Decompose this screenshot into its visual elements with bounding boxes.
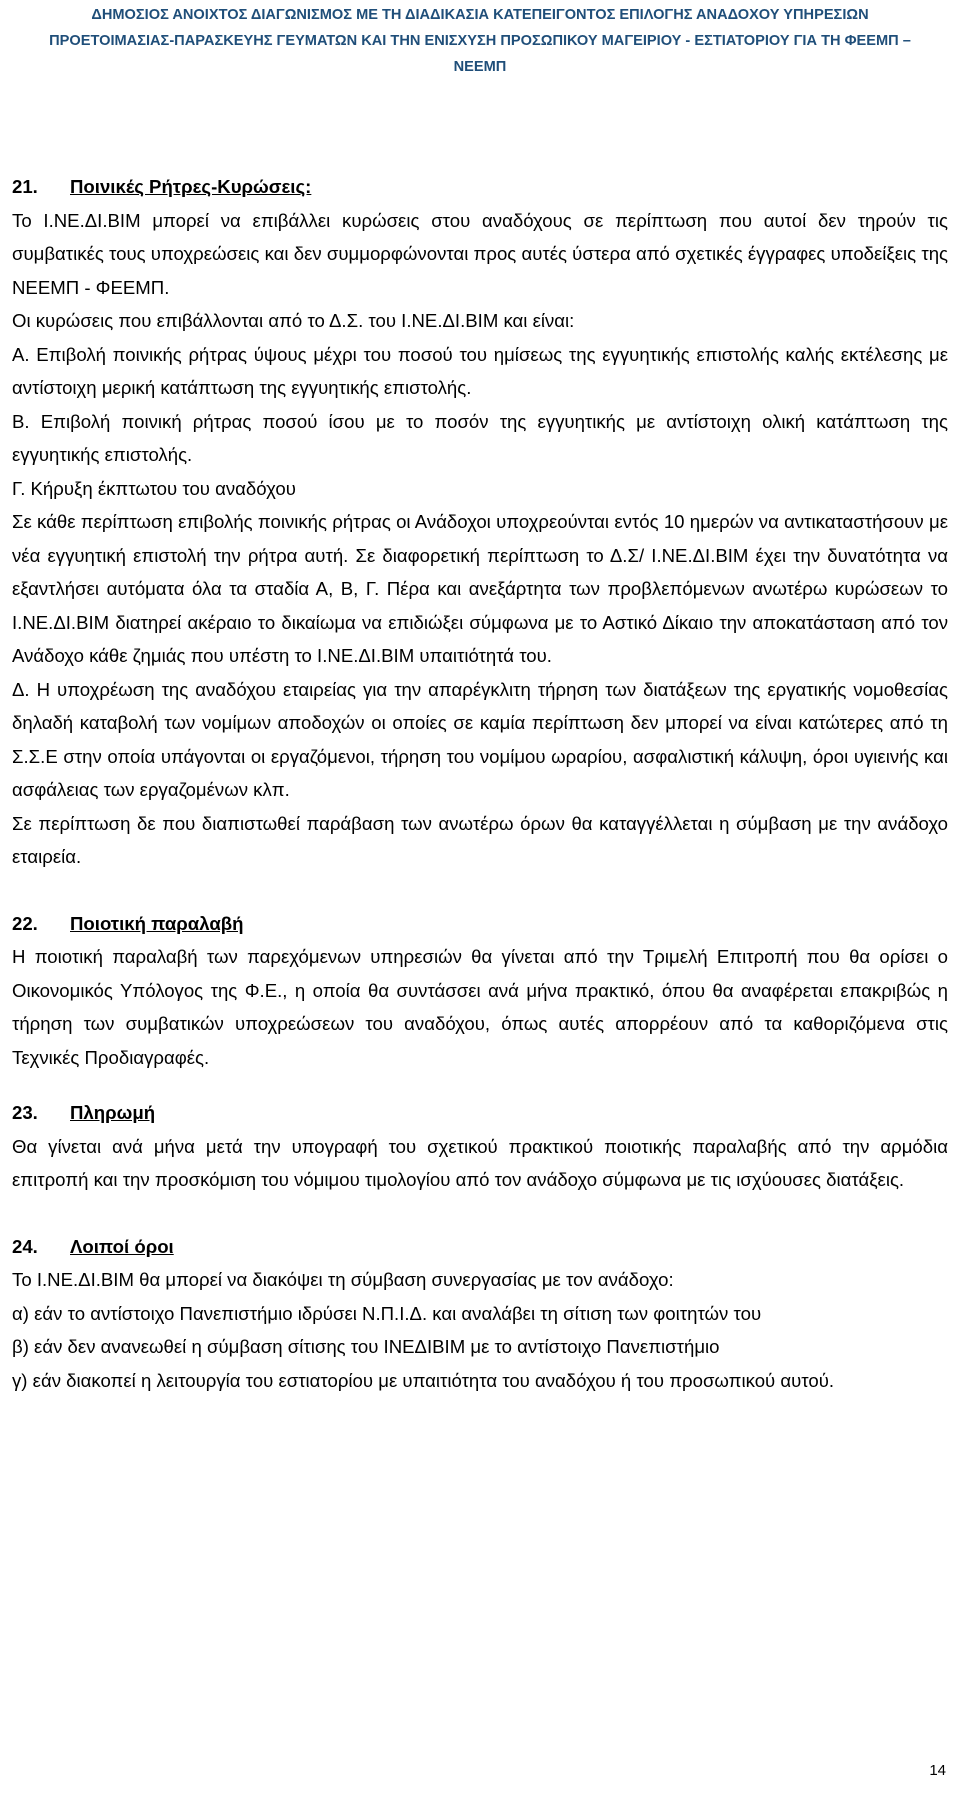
section-22-paragraph-1: Η ποιοτική παραλαβή των παρεχόμενων υπηρεσιών θα γίνεται από την Τριμελή Επιτροπή που θα ορίσει ο Οικονομικός Υπόλογος της Φ.Ε., η οποία θα συντάσσει ανά μήνα πρακτικό, όπου θα αναφέρεται επακριβώς η τήρηση των συμβατικών υποχρεώσεων του αναδόχου, όπως αυτές απορρέουν από τα καθοριζόμενα στις Τεχνικές Προδιαγραφές. [12,946,948,1068]
spacer [12,874,948,907]
section-24-item-c: γ) εάν διακοπεί η λειτουργία του εστιατορίου με υπαιτιότητα του αναδόχου ή του προσωπικού αυτού. [12,1369,835,1391]
section-21-heading [12,170,948,204]
header-line-1: ΔΗΜΟΣΙΟΣ ΑΝΟΙΧΤΟΣ ΔΙΑΓΩΝΙΣΜΟΣ ΜΕ ΤΗ ΔΙΑΔΙΚΑΣΙΑ ΚΑΤΕΠΕΙΓΟΝΤΟΣ ΕΠΙΛΟΓΗΣ ΑΝΑΔΟΧΟΥ ΥΠΗΡΕΣΙΩΝ [91,7,869,23]
section-24-item-a: α) εάν το αντίστοιχο Πανεπιστήμιο ιδρύσει Ν.Π.Ι.Δ. και αναλάβει τη σίτιση των φοιτητών του [12,1302,762,1324]
spacer [12,1197,948,1230]
section-21-paragraph-3: Σε κάθε περίπτωση επιβολής ποινικής ρήτρας οι Ανάδοχοι υποχρεούνται εντός 10 ημερών να αντικαταστήσουν με νέα εγγυητική επιστολή την ρήτρα αυτή. Σε διαφορετική περίπτωση το Δ.Σ/ Ι.ΝΕ.ΔΙ.ΒΙΜ έχει την δυνατότητα να εξαντλήσει αυτόματα όλα τα σταδία Α, Β, Γ. Πέρα και ανεξάρτητα των προβλεπόμενων ανωτέρω κυρώσεων το Ι.ΝΕ.ΔΙ.ΒΙΜ διατηρεί ακέραιο το δικαίωμα να επιδιώξει σύμφωνα με το Αστικό Δίκαιο την αποκατάσταση από τον Ανάδοχο κάθε ζημιάς που υπέστη το Ι.ΝΕ.ΔΙ.ΒΙΜ υπαιτιότητά του. [12,511,948,666]
section-24-number: 24. [12,1235,38,1257]
section-21-item-d: Δ. Η υποχρέωση της αναδόχου εταιρείας για την απαρέγκλιτη τήρηση των διατάξεων της εργατικής νομοθεσίας δηλαδή καταβολή των νομίμων αποδοχών οι οποίες σε καμία περίπτωση δεν μπορεί να είναι κατώτερες από τη Σ.Σ.Ε στην οποία υπάγονται οι εργαζόμενοι, τήρηση του νομίμου ωραρίου, ασφαλιστική κάλυψη, όροι υγιεινής και ασφάλειας των εργαζομένων κλπ. [12,678,948,800]
section-23-heading [12,1096,948,1130]
section-21-number: 21. [12,176,38,197]
spacer [12,1074,948,1096]
section-21-item-a: Α. Επιβολή ποινικής ρήτρας ύψους μέχρι του ποσού του ημίσεως της εγγυητικής επιστολής καλής εκτέλεσης με αντίστοιχη μερική κατάπτωση της εγγυητικής επιστολής. [12,343,948,398]
section-22-heading [12,907,948,941]
section-21-title: Ποινικές Ρήτρες-Κυρώσεις: [70,176,312,197]
header-line-2: ΠΡΟΕΤΟΙΜΑΣΙΑΣ-ΠΑΡΑΣΚΕΥΗΣ ΓΕΥΜΑΤΩΝ ΚΑΙ ΤΗΝ ΕΝΙΣΧΥΣΗ ΠΡΟΣΩΠΙΚΟΥ ΜΑΓΕΙΡΙΟΥ - ΕΣΤΙΑΤΟΡΙΟΥ ΓΙΑ ΤΗ ΦΕΕΜΠ – [49,33,911,49]
section-23-paragraph-1: Θα γίνεται ανά μήνα μετά την υπογραφή του σχετικού πρακτικού ποιοτικής παραλαβής από την αρμόδια επιτροπή και την προσκόμιση του νόμιμου τιμολογίου από τον ανάδοχο σύμφωνα με τις ισχύουσες διατάξεις. [12,1135,948,1190]
section-24-item-b: β) εάν δεν ανανεωθεί η σύμβαση σίτισης του ΙΝΕΔΙΒΙΜ με το αντίστοιχο Πανεπιστήμιο [12,1336,720,1357]
section-22-number: 22. [12,912,38,934]
section-23-title: Πληρωμή [70,1102,156,1123]
section-23-number: 23. [12,1102,38,1123]
document-body [12,170,948,1397]
section-24-title: Λοιποί όροι [70,1235,174,1257]
section-21-paragraph-2: Οι κυρώσεις που επιβάλλονται από το Δ.Σ. του Ι.ΝΕ.ΔΙ.ΒΙΜ και είναι: [12,310,575,331]
section-21-paragraph-1: Το Ι.ΝΕ.ΔΙ.ΒΙΜ μπορεί να επιβάλλει κυρώσεις στου αναδόχους σε περίπτωση που αυτοί δεν τηρούν τις συμβατικές τους υποχρεώσεις και δεν συμμορφώνονται προς αυτές ύστερα από σχετικές έγγραφες υποδείξεις της ΝΕΕΜΠ - ΦΕΕΜΠ. [12,209,948,298]
header-line-3: ΝΕΕΜΠ [453,59,507,75]
section-24-heading [12,1230,948,1264]
document-header [0,2,960,80]
page-number: 14 [929,1762,946,1779]
section-21-item-b: Β. Επιβολή ποινική ρήτρας ποσού ίσου με το ποσόν της εγγυητικής με αντίστοιχη ολική κατάπτωση της εγγυητικής επιστολής. [12,410,948,465]
section-21-paragraph-4: Σε περίπτωση δε που διαπιστωθεί παράβαση των ανωτέρω όρων θα καταγγέλλεται η σύμβαση με την ανάδοχο εταιρεία. [12,812,948,867]
section-22-title: Ποιοτική παραλαβή [70,912,244,934]
section-21-item-c: Γ. Κήρυξη έκπτωτου του αναδόχου [12,477,296,499]
section-24-paragraph-1: Το Ι.ΝΕ.ΔΙ.ΒΙΜ θα μπορεί να διακόψει τη σύμβαση συνεργασίας με τον ανάδοχο: [12,1269,674,1290]
